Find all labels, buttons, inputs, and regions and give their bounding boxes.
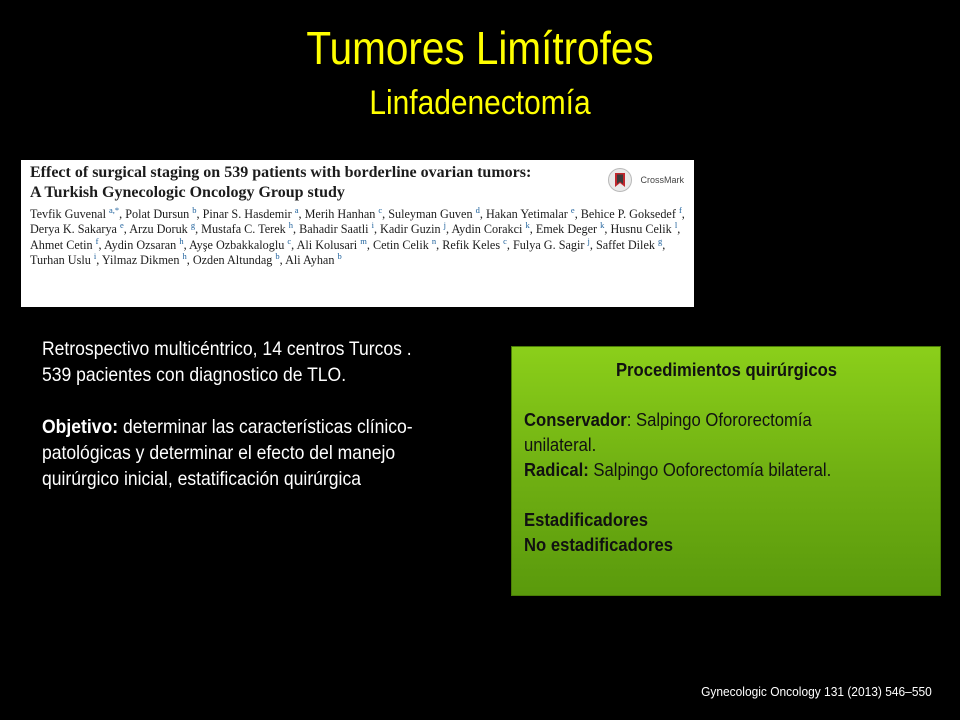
author-name: Yilmaz Dikmen: [101, 252, 183, 267]
author-affiliation: g: [658, 235, 663, 246]
author-affiliation: c: [378, 204, 383, 215]
author-affiliation: i: [371, 220, 374, 231]
author-name: Polat Dursun: [125, 207, 193, 221]
author-affiliation: m: [360, 235, 367, 246]
author-name: Emek Deger: [535, 222, 601, 237]
conservador-line-cont: unilateral.: [524, 434, 597, 455]
author-name: Cetin Celik: [372, 237, 432, 252]
article-authors: Tevfik Guvenal $^{a,*}$, Polat Dursun $^b$, Pinar S. Hasdemir $^a$, Merih Hanhan $^c$, Suleyman Guven $^d$, Hakan Yetimalar $^e$, Behice P. Goksedef $^f$, Derya K. Sakarya $^e$, Arzu Doruk $^g$, Mustafa C. Terek $^h$, Bahadir Saatli $^i$, Kadir Guzin $^j$, Aydin Corakci $^k$, Emek Deger $^k$, Husnu Celik $^l$, Ahmet Cetin $^f$, Aydin Ozsaran $^h$, Ayşe Ozbakkaloglu $^c$, Ali Kolusari $^m$, Cetin Celik $^n$, Refik Keles $^c$, Fulya G. Sagir $^j$, Saffet Dilek $^g$, Turhan Uslu $^i$, Yilmaz Dikmen $^h$, Ozden Altundag $^b$, Ali Ayhan $^b$: [30, 204, 685, 267]
author-name: Fulya G. Sagir: [512, 237, 588, 252]
author-name: Ali Ayhan: [285, 252, 338, 267]
author-affiliation: d: [475, 204, 480, 215]
article-header-image: [21, 160, 694, 307]
author-affiliation: k: [525, 220, 530, 231]
objective-label: Objetivo:: [42, 416, 119, 438]
author-affiliation: l: [674, 220, 678, 231]
radical-text: Salpingo Ooforectomía bilateral.: [588, 459, 832, 480]
conservador-text: : Salpingo Ofororectomía: [626, 409, 812, 430]
author-name: Merih Hanhan: [304, 207, 379, 221]
author-name: Aydin Ozsaran: [103, 237, 180, 252]
citation: Gynecologic Oncology 131 (2013) 546–550: [701, 684, 932, 699]
author-affiliation: k: [600, 220, 605, 231]
study-population-line: 539 pacientes con diagnostico de TLO.: [42, 364, 347, 386]
study-description: [42, 336, 438, 492]
author-name: Ahmet Cetin: [30, 237, 96, 252]
objective-line: quirúrgico inicial, estatificación quirúrgica: [42, 468, 361, 490]
author-affiliation: a: [294, 204, 299, 215]
article-title-line: Effect of surgical staging on 539 patients with borderline ovarian tumors:: [30, 164, 532, 181]
author-affiliation: c: [287, 235, 292, 246]
author-name: Derya K. Sakarya: [30, 222, 121, 237]
author-affiliation: j: [587, 235, 590, 246]
author-affiliation: i: [93, 250, 97, 261]
author-affiliation: f: [678, 204, 682, 215]
radical-label: Radical:: [524, 459, 589, 480]
author-name: Arzu Doruk: [129, 222, 191, 237]
author-name: Ayşe Ozbakkaloglu: [188, 237, 288, 252]
author-affiliation: f: [95, 235, 99, 246]
procedures-box: [511, 346, 941, 596]
author-name: Turhan Uslu: [30, 252, 94, 267]
estadificadores-item: Estadificadores: [524, 509, 649, 530]
author-name: Ozden Altundag: [192, 252, 276, 267]
procedures-heading: Procedimientos quirúrgicos: [615, 359, 838, 380]
crossmark-icon: [607, 167, 637, 193]
author-affiliation: h: [288, 220, 294, 231]
author-name: Ali Kolusari: [296, 237, 361, 252]
no-estadificadores-item: No estadificadores: [524, 534, 673, 555]
author-name: Behice P. Goksedef: [580, 207, 679, 221]
author-name: Tevfik Guvenal: [30, 207, 110, 221]
author-name: Bahadir Saatli: [299, 222, 372, 237]
author-affiliation: h: [179, 235, 184, 246]
author-affiliation: j: [443, 220, 447, 231]
author-affiliation: e: [570, 204, 575, 215]
author-affiliation: c: [503, 235, 507, 246]
objective-line: [42, 414, 438, 440]
author-name: Suleyman Guven: [388, 207, 476, 221]
author-affiliation: b: [337, 250, 342, 261]
author-affiliation: h: [182, 250, 187, 261]
author-name: Saffet Dilek: [595, 237, 658, 252]
author-name: Kadir Guzin: [380, 222, 444, 237]
objective-line: patológicas y determinar el efecto del manejo: [42, 442, 396, 464]
author-affiliation: a,*: [109, 204, 120, 215]
article-title-line: A Turkish Gynecologic Oncology Group study: [30, 184, 345, 201]
conservador-label: Conservador: [524, 409, 627, 430]
crossmark-label: CrossMark: [640, 175, 684, 185]
author-name: Hakan Yetimalar: [485, 207, 571, 221]
study-design-line: Retrospectivo multicéntrico, 14 centros Turcos .: [42, 338, 412, 360]
crossmark-logo: [607, 167, 684, 193]
slide-title: Tumores Limítrofes: [306, 22, 654, 74]
author-affiliation: g: [190, 220, 196, 231]
conservador-line: [524, 407, 929, 432]
author-name: Pinar S. Hasdemir: [202, 207, 295, 221]
radical-line: [524, 457, 929, 482]
author-affiliation: e: [120, 220, 124, 231]
author-name: Refik Keles: [442, 237, 504, 252]
author-name: Mustafa C. Terek: [201, 222, 289, 237]
author-affiliation: b: [275, 250, 280, 261]
author-name: Husnu Celik: [610, 222, 675, 237]
author-affiliation: b: [192, 204, 197, 215]
author-affiliation: n: [431, 235, 437, 246]
slide-subtitle: Linfadenectomía: [369, 84, 591, 122]
author-name: Aydin Corakci: [451, 222, 526, 237]
objective-text: determinar las características clínico-: [118, 416, 413, 438]
article-title: [30, 163, 590, 203]
